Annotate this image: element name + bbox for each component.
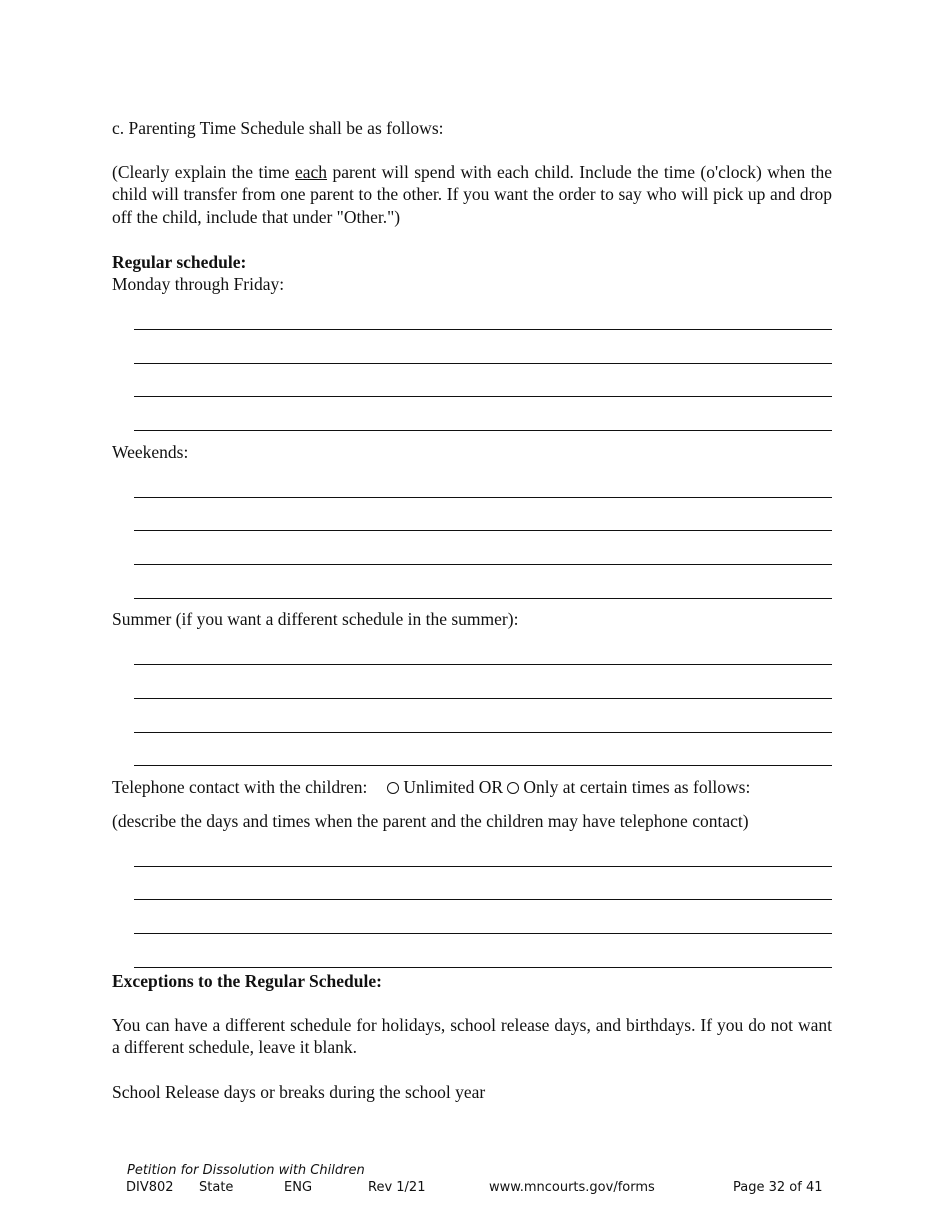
telephone-label: Telephone contact with the children: [112,777,368,797]
summer-label: Summer (if you want a different schedule in the summer): [112,609,519,629]
footer-form-title: Petition for Dissolution with Children [127,1163,365,1178]
footer-form-code: DIV802 [126,1180,174,1195]
exceptions-text: You can have a different schedule for holidays, school release days, and birthdays. If you do not want a different schedule, leave it blank. [112,1015,832,1058]
instructions-underlined-word: each [294,162,328,182]
certain-times-option-label: Only at certain times as follows: [523,777,751,797]
weekdays-label: Monday through Friday: [112,274,285,294]
weekdays-entry-line[interactable] [134,363,832,364]
weekends-entry-line[interactable] [134,530,832,531]
regular-schedule-title: Regular schedule: [112,252,247,272]
telephone-contact-row [112,776,750,798]
summer-entry-line[interactable] [134,765,832,766]
certain-times-radio[interactable] [507,782,519,794]
footer-page-number: Page 32 of 41 [733,1180,823,1195]
telephone-entry-line[interactable] [134,967,832,968]
summer-entry-line[interactable] [134,698,832,699]
telephone-entry-line[interactable] [134,899,832,900]
school-release-label: School Release days or breaks during the school year [112,1082,486,1102]
footer-website[interactable]: www.mncourts.gov/forms [489,1180,655,1195]
summer-entry-line[interactable] [134,732,832,733]
section-heading: c. Parenting Time Schedule shall be as follows: [112,118,444,138]
weekdays-entry-line[interactable] [134,396,832,397]
footer-revision: Rev 1/21 [368,1180,426,1195]
telephone-describe-text: (describe the days and times when the parent and the children may have telephone contact) [112,811,749,831]
instructions-text-after: parent will spend with each child. Include the time (o'clock) when the child will transfer from one parent to the other. If you want the order to say who will pick up and drop off the child, include that under "Other.") [112,162,832,227]
footer-language: ENG [284,1180,313,1195]
unlimited-option-label: Unlimited OR [403,777,504,797]
exceptions-title: Exceptions to the Regular Schedule: [112,971,382,991]
unlimited-radio[interactable] [387,782,399,794]
footer-jurisdiction: State [199,1180,234,1195]
summer-entry-line[interactable] [134,664,832,665]
weekends-entry-line[interactable] [134,564,832,565]
weekends-entry-line[interactable] [134,497,832,498]
telephone-entry-line[interactable] [134,866,832,867]
instructions-paragraph [112,161,832,228]
instructions-text-before: (Clearly explain the time [112,162,295,182]
weekdays-entry-line[interactable] [134,430,832,431]
weekends-label: Weekends: [112,442,189,462]
weekends-entry-line[interactable] [134,598,832,599]
telephone-entry-line[interactable] [134,933,832,934]
weekdays-entry-line[interactable] [134,329,832,330]
